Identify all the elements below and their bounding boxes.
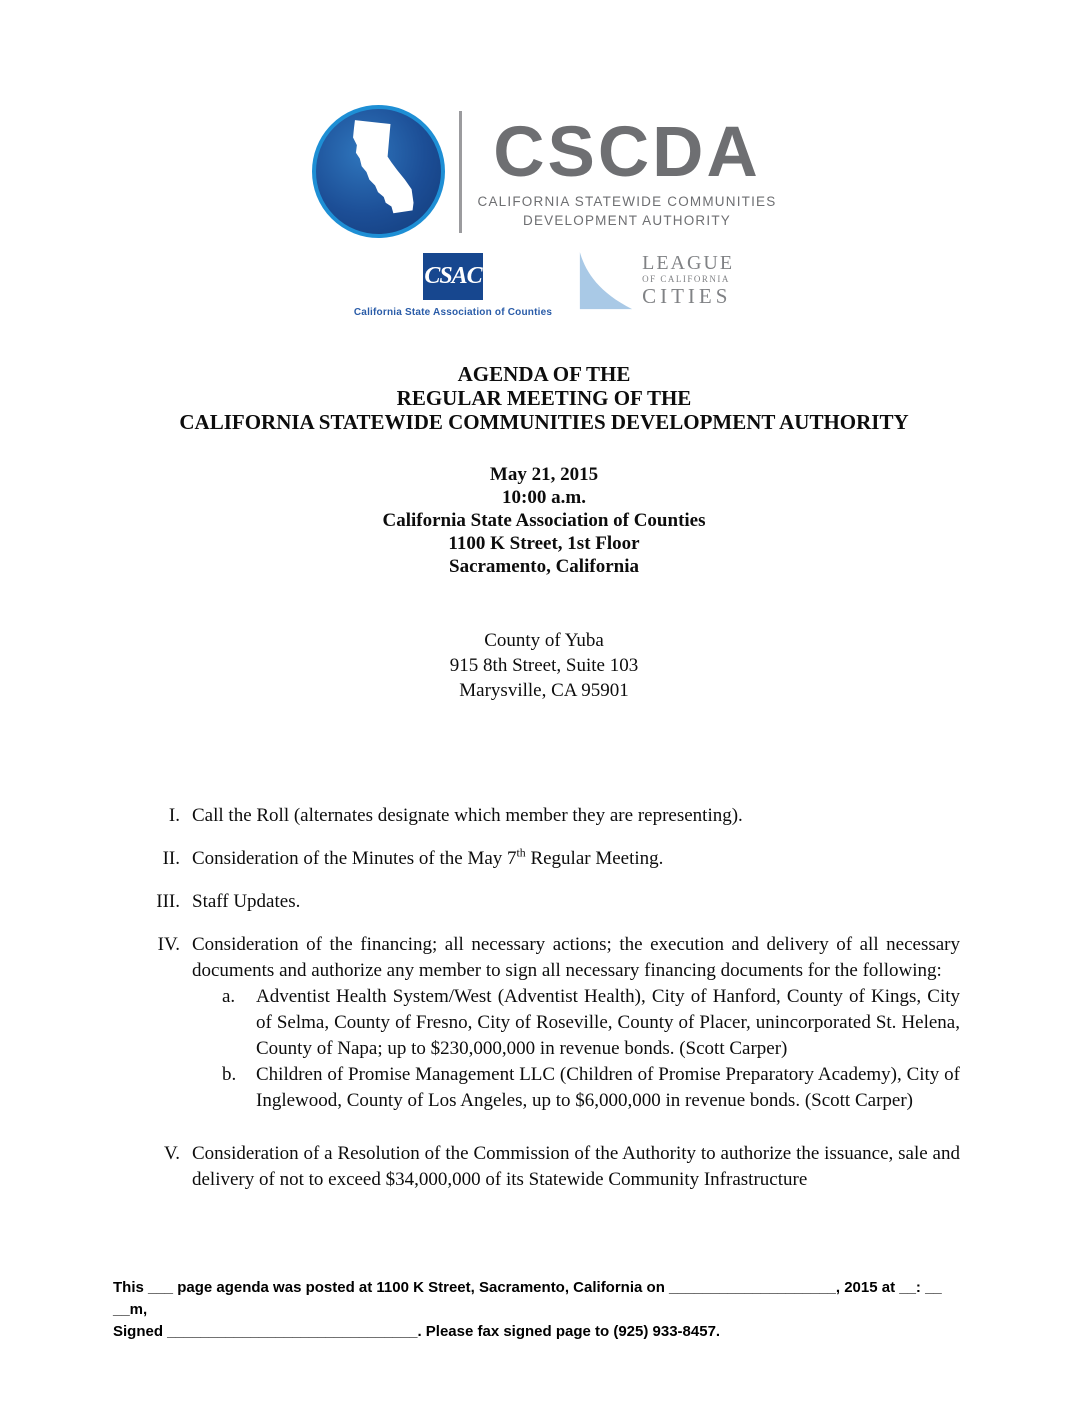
location2-name: County of Yuba (484, 630, 604, 651)
title-line3: CALIFORNIA STATEWIDE COMMUNITIES DEVELOPMENT AUTHORITY (179, 410, 909, 434)
agenda-item-1-numeral: I. (168, 805, 180, 826)
document-title (0, 362, 1088, 434)
agenda-item-3-text: Staff Updates. (192, 891, 301, 912)
csac-caption: California State Association of Counties (353, 307, 553, 318)
agenda-item-3 (138, 889, 960, 915)
csac-acronym: CSAC (424, 263, 482, 289)
agenda-item-4-body (180, 932, 960, 1114)
agenda-item-2 (138, 846, 960, 872)
meeting-address2: Sacramento, California (449, 556, 639, 577)
meeting-address1: 1100 K Street, 1st Floor (448, 533, 640, 554)
secondary-location (0, 628, 1088, 703)
agenda-item-2-superscript: th (516, 846, 526, 860)
partner-logos-row (0, 251, 1088, 318)
title-line2: REGULAR MEETING OF THE (396, 386, 692, 410)
agenda-item-5-numeral: V. (163, 1143, 180, 1164)
cscda-logo-text (478, 114, 777, 230)
agenda-item-4 (138, 932, 960, 1114)
agenda-item-2-text-after: Regular Meeting. (525, 848, 664, 869)
agenda-item-1-text: Call the Roll (alternates designate which member they are representing). (192, 805, 743, 826)
league-line1: LEAGUE (642, 252, 735, 274)
league-swoosh-icon (578, 251, 634, 318)
league-line3: CITIES (642, 284, 732, 308)
league-line2: OF CALIFORNIA (642, 274, 730, 284)
csac-logo-icon (423, 253, 483, 300)
agenda-item-2-text-before: Consideration of the Minutes of the May 7 (192, 848, 517, 869)
agenda-item-4-numeral: IV. (157, 934, 180, 955)
agenda-item-5 (138, 1141, 960, 1193)
cscda-subtitle-line1: CALIFORNIA STATEWIDE COMMUNITIES (477, 193, 777, 209)
title-line1: AGENDA OF THE (457, 362, 631, 386)
agenda-item-2-text (180, 846, 960, 872)
agenda-item-4-text: Consideration of the financing; all necessary actions; the execution and delivery of all necessary documents and authorize any member to sign all necessary financing documents for the following: (192, 934, 960, 981)
location2-address1: 915 8th Street, Suite 103 (449, 655, 639, 676)
agenda-item-3-numeral: III. (156, 891, 180, 912)
agenda-item-5-text: Consideration of a Resolution of the Commission of the Authority to authorize the issuance, sale and delivery of not to exceed $34,000,000 of its Statewide Community Infrastructure (192, 1143, 960, 1190)
csac-logo (354, 251, 552, 318)
agenda-item-4b-letter: b. (222, 1064, 237, 1085)
footer-line2: Signed ______________________________. Please fax signed page to (925) 933-8457. (113, 1323, 721, 1340)
logo-divider (459, 111, 462, 233)
agenda-item-4a-letter: a. (222, 986, 236, 1007)
meeting-org: California State Association of Counties (382, 510, 706, 531)
posting-footer (113, 1277, 973, 1343)
cscda-acronym: CSCDA (493, 112, 761, 192)
meeting-time: 10:00 a.m. (502, 487, 586, 508)
meeting-info (0, 463, 1088, 578)
agenda-item-2-numeral: II. (162, 848, 180, 869)
footer-line1: This ___ page agenda was posted at 1100 K Street, Sacramento, California on ____________________, 2015 at __: __ __m, (113, 1279, 942, 1318)
agenda-list (138, 803, 960, 1193)
california-state-icon (330, 116, 426, 228)
cscda-logo (0, 0, 1088, 238)
cscda-logo-circle (312, 105, 445, 238)
agenda-item-4b-text: Children of Promise Management LLC (Children of Promise Preparatory Academy), City of Inglewood, County of Los Angeles, up to $6,000,000 in revenue bonds. (Scott Carper) (256, 1064, 960, 1111)
cscda-subtitle-line2: DEVELOPMENT AUTHORITY (523, 212, 731, 228)
agenda-item-4a (222, 984, 960, 1062)
location2-address2: Marysville, CA 95901 (459, 680, 629, 701)
agenda-item-4b (222, 1062, 960, 1114)
agenda-item-1 (138, 803, 960, 829)
league-logo-text (642, 251, 734, 308)
agenda-item-4a-text: Adventist Health System/West (Adventist Health), City of Hanford, County of Kings, City of Selma, County of Fresno, City of Roseville, County of Placer, unincorporated St. Helena, County of Napa; up to $230,000,000 in revenue bonds. (Scott Carper) (256, 986, 960, 1059)
league-logo (578, 251, 734, 318)
meeting-date: May 21, 2015 (489, 464, 599, 485)
